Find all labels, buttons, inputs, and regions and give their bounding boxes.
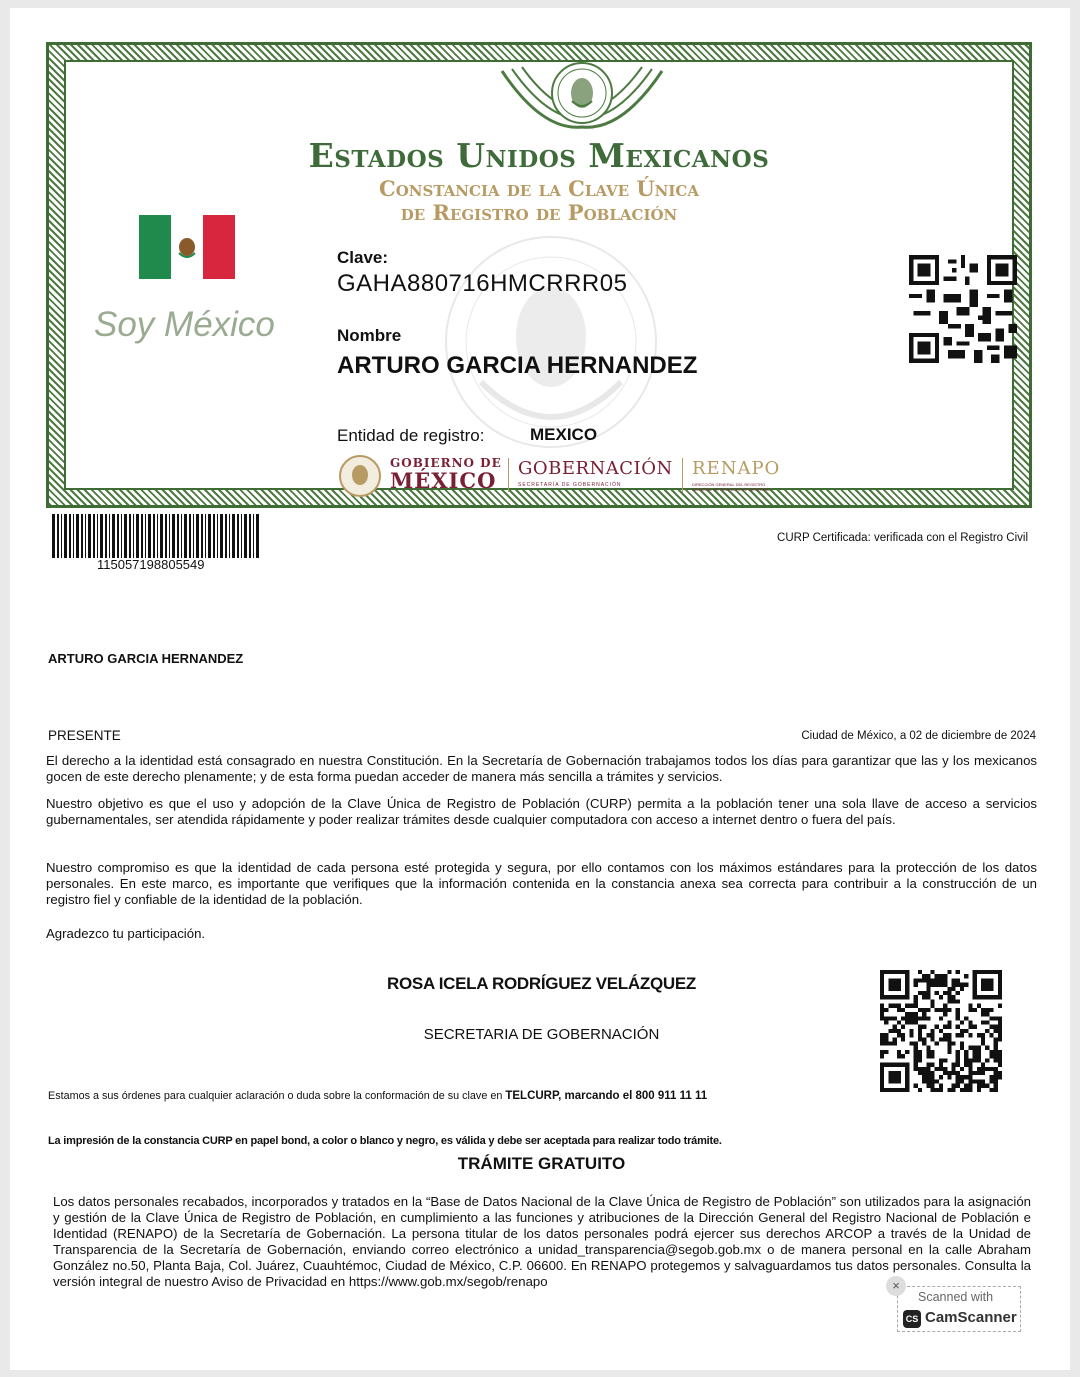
barcode-icon [52,514,260,558]
renapo-logo-sub: DIRECCIÓN GENERAL DEL REGISTRO NACIONAL DE POBLACIÓN E IDENTIDAD [692,482,770,492]
gobernacion-logo-sub: SECRETARÍA DE GOBERNACIÓN [518,482,622,488]
institution-logos [338,454,798,498]
soy-mexico-slogan: Soy México [94,305,275,344]
contact-line [48,1090,707,1102]
name-value: ARTURO GARCIA HERNANDEZ [337,352,698,379]
mexico-flag-icon [139,215,235,279]
print-notice: La impresión de la constancia CURP en papel bond, a color o blanco y negro, es válida y debe ser aceptada para realizar todo trámite. [48,1135,722,1147]
country-title: Estados Unidos Mexicanos [308,136,770,175]
signer-title: SECRETARIA DE GOBERNACIÓN [423,1026,660,1043]
curp-value: GAHA880716HMCRRR05 [337,270,628,297]
curp-label: Clave: [337,248,389,267]
signer-name: ROSA ICELA RODRÍGUEZ VELÁZQUEZ [387,974,696,993]
letter-paragraph: Nuestro compromiso es que la identidad de cada persona esté protegida y segura, por ello contamos con los máximos estándares para la protección de los datos personales. En este marco, es importante que verifiques que la información contenida en la constancia anexa sea correcta para contribuir a la construcción de un registro fiel y confiable de la identidad de la población. [46,860,1037,907]
letter-paragraph: El derecho a la identidad está consagrado en nuestra Constitución. En la Secretaría de Gobernación trabajamos todos los días para garantizar que las y los mexicanos gocen de este derecho plenamente; y de esta forma puedan acceder de manera más sencilla a trámites y servicios. [46,753,1037,784]
national-crest-icon [492,61,672,133]
free-procedure-notice: TRÁMITE GRATUITO [457,1154,626,1173]
logo-divider [682,458,683,492]
camscanner-logo-icon: CS [903,1310,921,1328]
letter-place-date: Ciudad de México, a 02 de diciembre de 2024 [801,730,1036,742]
contact-text: Estamos a sus órdenes para cualquier aclaración o duda sobre la conformación de su clave en [48,1090,503,1102]
renapo-logo: RENAPO [692,458,781,479]
camscanner-badge[interactable] [897,1286,1021,1332]
document-page [10,8,1070,1370]
gobierno-logo-line1: GOBIERNO DE [390,456,502,470]
gobierno-seal-icon [338,454,382,498]
curp-certificate [46,42,1032,508]
letter-paragraph: Nuestro objetivo es que el uso y adopción de la Clave Única de Registro de Población (CURP) permita a la población tener una sola llave de acceso a servicios gubernamentales, ser atendida rápidamente y poder realizar trámites desde cualquier computadora con acceso a internet dentro o fuera del país. [46,796,1037,827]
camscanner-scanned-with: Scanned with [918,1290,994,1304]
privacy-notice: Los datos personales recabados, incorporados y tratados en la “Base de Datos Nacional de la Clave Única de Registro de Población” son utilizados para la asignación y gestión de la Clave Única de Registro de Población, en cumplimiento a las funciones y atribuciones de la Dirección General del Registro Nacional de Población e Identidad (RENAPO) de la Secretaría de Gobernación. La persona titular de los datos personales podrá ejercer sus derechos ARCOP a través de la Unidad de Transparencia de la Secretaría de Gobernación, enviando correo electrónico a unidad_transparencia@segob.gob.mx o de manera personal en la calle Abraham González no.50, Planta Baja, Col. Juárez, Cuauhtémoc, Ciudad de México, C.P. 06600. En RENAPO protegemos y salvaguardamos tus datos personales. Consulta la versión integral de nuestro Aviso de Privacidad en https://www.gob.mx/segob/renapo [53,1194,1031,1289]
entity-label: Entidad de registro: [337,426,485,445]
letter-greeting: PRESENTE [48,728,121,743]
close-icon[interactable]: × [886,1276,906,1296]
certificate-subtitle-line1: Constancia de la Clave Única [379,176,699,201]
letter-paragraph: Agradezco tu participación. [46,926,206,941]
certificate-inner [64,60,1014,493]
signature-qr-code-icon [880,970,1002,1092]
name-label: Nombre [337,326,402,345]
certified-note: CURP Certificada: verificada con el Registro Civil [777,532,1028,544]
gobierno-logo-line2: MÉXICO [390,468,497,493]
entity-value: MEXICO [530,425,598,444]
gobernacion-logo: GOBERNACIÓN [518,458,673,479]
contact-phone: TELCURP, marcando el 800 911 11 11 [505,1090,708,1102]
qr-code-icon [909,255,1017,363]
logo-divider [508,458,509,492]
barcode-number: 115057198805549 [97,557,205,572]
camscanner-name: CamScanner [925,1309,1017,1326]
certificate-subtitle-line2: de Registro de Población [400,200,678,225]
letter-addressee: ARTURO GARCIA HERNANDEZ [48,651,244,666]
watermark-seal-icon [421,222,681,452]
